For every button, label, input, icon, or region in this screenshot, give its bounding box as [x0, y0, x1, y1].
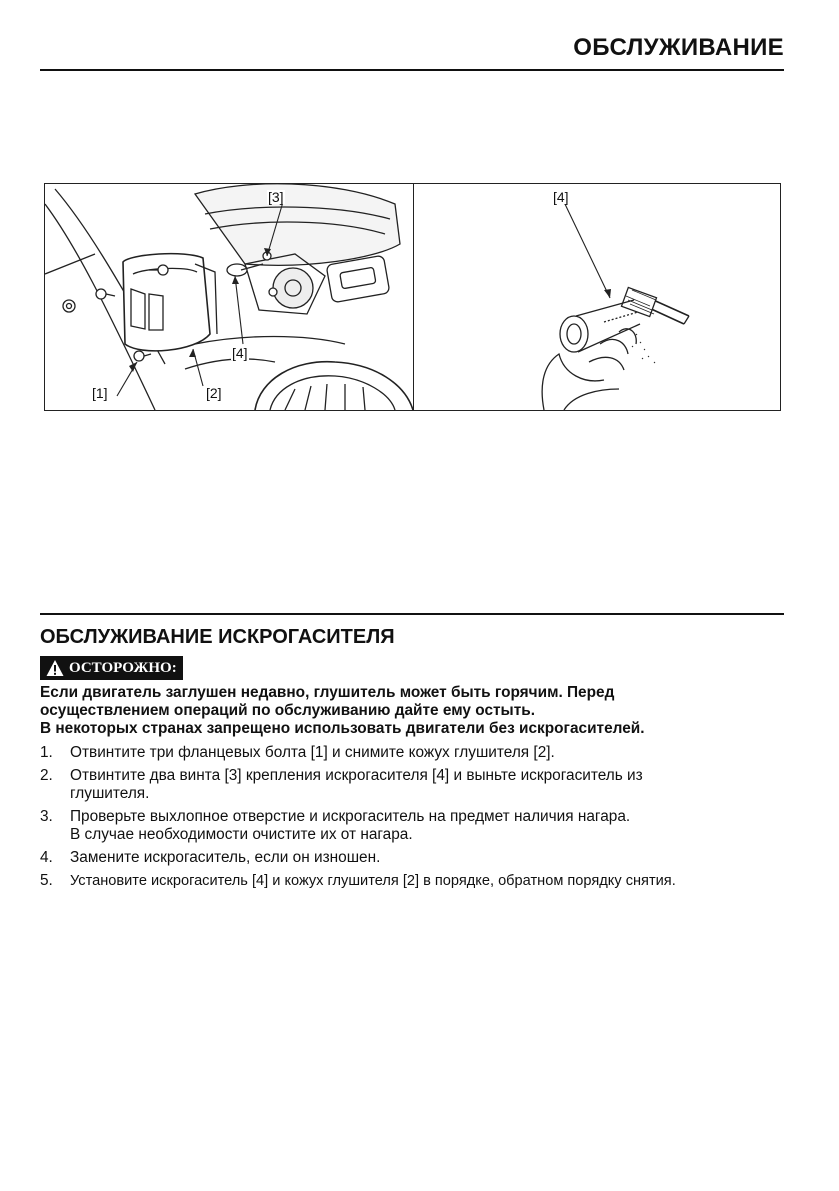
step-text: Установите искрогаситель [4] и кожух глушителя [2] в порядке, обратном порядку снятия. — [70, 873, 676, 889]
warning-line: осуществлением операций по обслуживанию дайте ему остыть. — [40, 702, 535, 719]
cleaning-drawing — [414, 184, 780, 410]
step-item — [40, 744, 800, 762]
warning-line: Если двигатель заглушен недавно, глушитель может быть горячим. Перед — [40, 684, 615, 701]
step-text: Проверьте выхлопное отверстие и искрогаситель на предмет наличия нагара. — [70, 808, 631, 825]
warning-badge — [40, 656, 183, 680]
step-number: 1. — [40, 744, 53, 761]
section-title: ОБСЛУЖИВАНИЕ ИСКРОГАСИТЕЛЯ — [40, 626, 395, 648]
step-number: 5. — [40, 872, 53, 889]
step-number: 2. — [40, 767, 53, 784]
step-continuation: глушителя. — [70, 785, 150, 802]
muffler-drawing — [45, 184, 413, 410]
step-text: Отвинтите три фланцевых болта [1] и снимите кожух глушителя [2]. — [70, 744, 555, 761]
step-item — [40, 808, 800, 844]
callout-1: [1] — [92, 385, 108, 401]
illustration-figure — [44, 183, 781, 411]
muffler-illustration-panel — [44, 183, 414, 411]
warning-text — [40, 684, 800, 738]
step-continuation: В случае необходимости очистите их от нагара. — [70, 826, 413, 843]
callout-3: [3] — [268, 189, 284, 205]
arrester-cleaning-panel — [414, 183, 781, 411]
callout-4: [4] — [553, 189, 569, 205]
step-number: 3. — [40, 808, 53, 825]
procedure-steps — [40, 744, 800, 895]
step-item — [40, 872, 800, 890]
callout-4: [4] — [232, 345, 248, 361]
step-item — [40, 849, 800, 867]
warning-line: В некоторых странах запрещено использовать двигатели без искрогасителей. — [40, 720, 645, 737]
section-divider — [40, 613, 784, 615]
step-item — [40, 767, 800, 803]
warning-icon — [46, 659, 64, 677]
warning-label: ОСТОРОЖНО: — [69, 659, 177, 676]
step-text: Замените искрогаситель, если он изношен. — [70, 849, 381, 866]
step-number: 4. — [40, 849, 53, 866]
page-title: ОБСЛУЖИВАНИЕ — [573, 34, 784, 61]
step-text: Отвинтите два винта [3] крепления искрогасителя [4] и выньте искрогаситель из — [70, 767, 643, 784]
header-divider — [40, 69, 784, 71]
callout-2: [2] — [206, 385, 222, 401]
